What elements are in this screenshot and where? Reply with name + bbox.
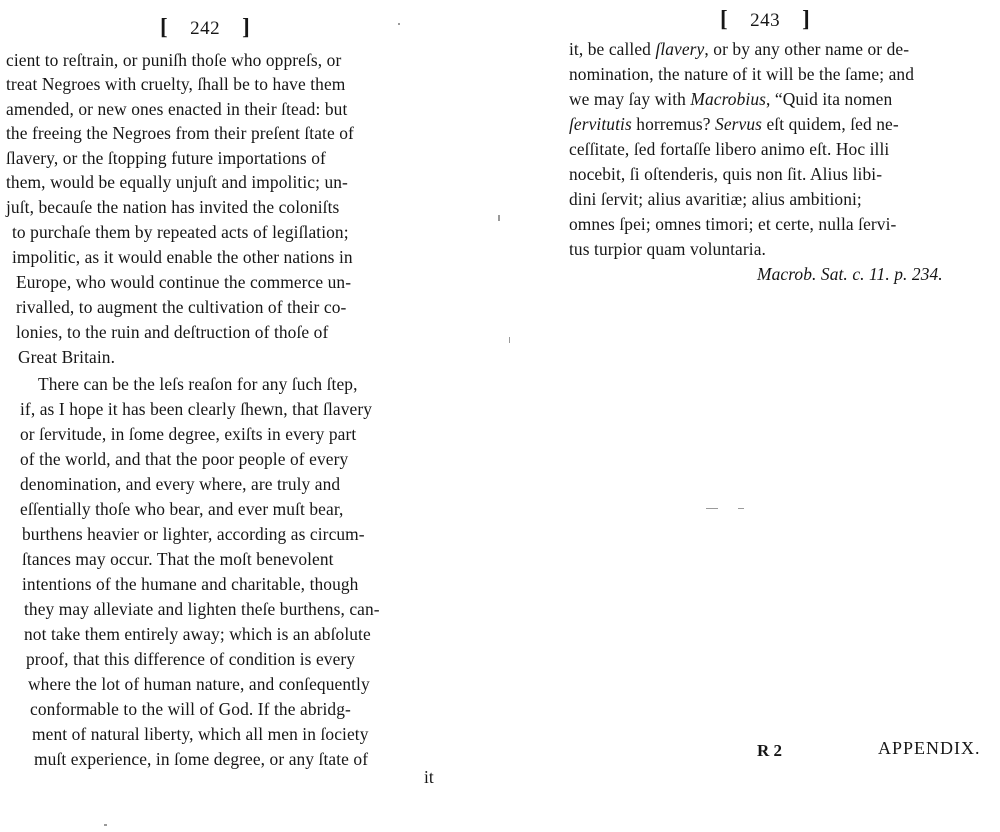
left-text-line: conformable to the will of God. If the abridg-: [30, 699, 351, 719]
left-header-close-bracket: ]: [242, 14, 251, 39]
left-text-line: the freeing the Negroes from their preſent ſtate of: [6, 123, 354, 143]
right-text-line: omnes ſpei; omnes timori; et certe, nulla ſervi-: [569, 214, 897, 234]
left-text-line: ſlavery, or the ſtopping future importations of: [6, 148, 326, 168]
left-text-line: them, would be equally unjuſt and impolitic; un-: [6, 172, 348, 192]
left-text-line: or ſervitude, in ſome degree, exiſts in every part: [20, 424, 357, 444]
scan-speck: [509, 337, 510, 343]
left-text-line: where the lot of human nature, and conſequently: [28, 674, 370, 694]
left-catchword: it: [424, 767, 434, 787]
right-text-line: we may ſay with Macrobius, “Quid ita nomen: [569, 89, 893, 109]
right-catchword: APPENDIX.: [878, 738, 981, 758]
right-text-line: ceſſitate, ſed fortaſſe libero animo eſt. Hoc illi: [569, 139, 890, 159]
scan-speck: [498, 215, 500, 221]
scan-speck: [104, 824, 107, 826]
left-text-line: intentions of the humane and charitable, though: [22, 574, 359, 594]
left-text-line: of the world, and that the poor people of every: [20, 449, 349, 469]
right-page-header: [720, 6, 810, 32]
left-text-line: they may alleviate and lighten theſe burthens, can-: [24, 599, 380, 619]
left-text-line: lonies, to the ruin and deſtruction of thoſe of: [16, 322, 329, 342]
left-text-line: Great Britain.: [18, 347, 116, 367]
left-text-line: There can be the leſs reaſon for any ſuch ſtep,: [38, 374, 358, 394]
left-text-line: juſt, becauſe the nation has invited the coloniſts: [6, 197, 340, 217]
left-page-header: [160, 14, 250, 40]
right-text-line: tus turpior quam voluntaria.: [569, 239, 766, 259]
right-text-line: ſervitutis horremus? Servus eſt quidem, ſed ne-: [569, 114, 899, 134]
right-header-open-bracket: [: [720, 6, 729, 31]
left-text-line: not take them entirely away; which is an abſolute: [24, 624, 371, 644]
left-text-line: amended, or new ones enacted in their ſtead: but: [6, 99, 348, 119]
left-text-line: if, as I hope it has been clearly ſhewn, that ſlavery: [20, 399, 373, 419]
left-text-line: cient to reſtrain, or puniſh thoſe who oppreſs, or: [6, 50, 342, 70]
right-text-line: dini ſervit; alius avaritiæ; alius ambitioni;: [569, 189, 862, 209]
left-header-open-bracket: [: [160, 14, 169, 39]
citation: Macrob. Sat. c. 11. p. 234.: [757, 264, 943, 284]
scan-speck: [706, 508, 718, 509]
right-page-number: 243: [750, 10, 781, 31]
right-text-line: it, be called ſlavery, or by any other name or de-: [569, 39, 910, 59]
left-text-line: denomination, and every where, are truly and: [20, 474, 341, 494]
left-text-line: eſſentially thoſe who bear, and ever muſt bear,: [20, 499, 344, 519]
left-text-line: treat Negroes with cruelty, ſhall be to have them: [6, 74, 346, 94]
left-text-line: ſtances may occur. That the moſt benevolent: [22, 549, 334, 569]
scan-speck: [738, 508, 744, 509]
left-text-line: impolitic, as it would enable the other nations in: [12, 247, 353, 267]
right-text-line: nocebit, ſi oſtenderis, quis non ſit. Alius libi-: [569, 164, 883, 184]
scan-speck: [398, 23, 400, 25]
left-text-line: proof, that this difference of condition is every: [26, 649, 356, 669]
left-text-line: burthens heavier or lighter, according as circum-: [22, 524, 365, 544]
right-text-line: nomination, the nature of it will be the ſame; and: [569, 64, 914, 84]
left-text-line: rivalled, to augment the cultivation of their co-: [16, 297, 347, 317]
left-text-line: muſt experience, in ſome degree, or any ſtate of: [34, 749, 369, 769]
left-text-line: to purchaſe them by repeated acts of legiſlation;: [12, 222, 349, 242]
left-page-number: 242: [190, 18, 221, 39]
right-header-close-bracket: ]: [802, 6, 811, 31]
left-text-line: ment of natural liberty, which all men in ſociety: [32, 724, 369, 744]
signature-mark: R 2: [757, 741, 783, 760]
left-text-line: Europe, who would continue the commerce un-: [16, 272, 352, 292]
